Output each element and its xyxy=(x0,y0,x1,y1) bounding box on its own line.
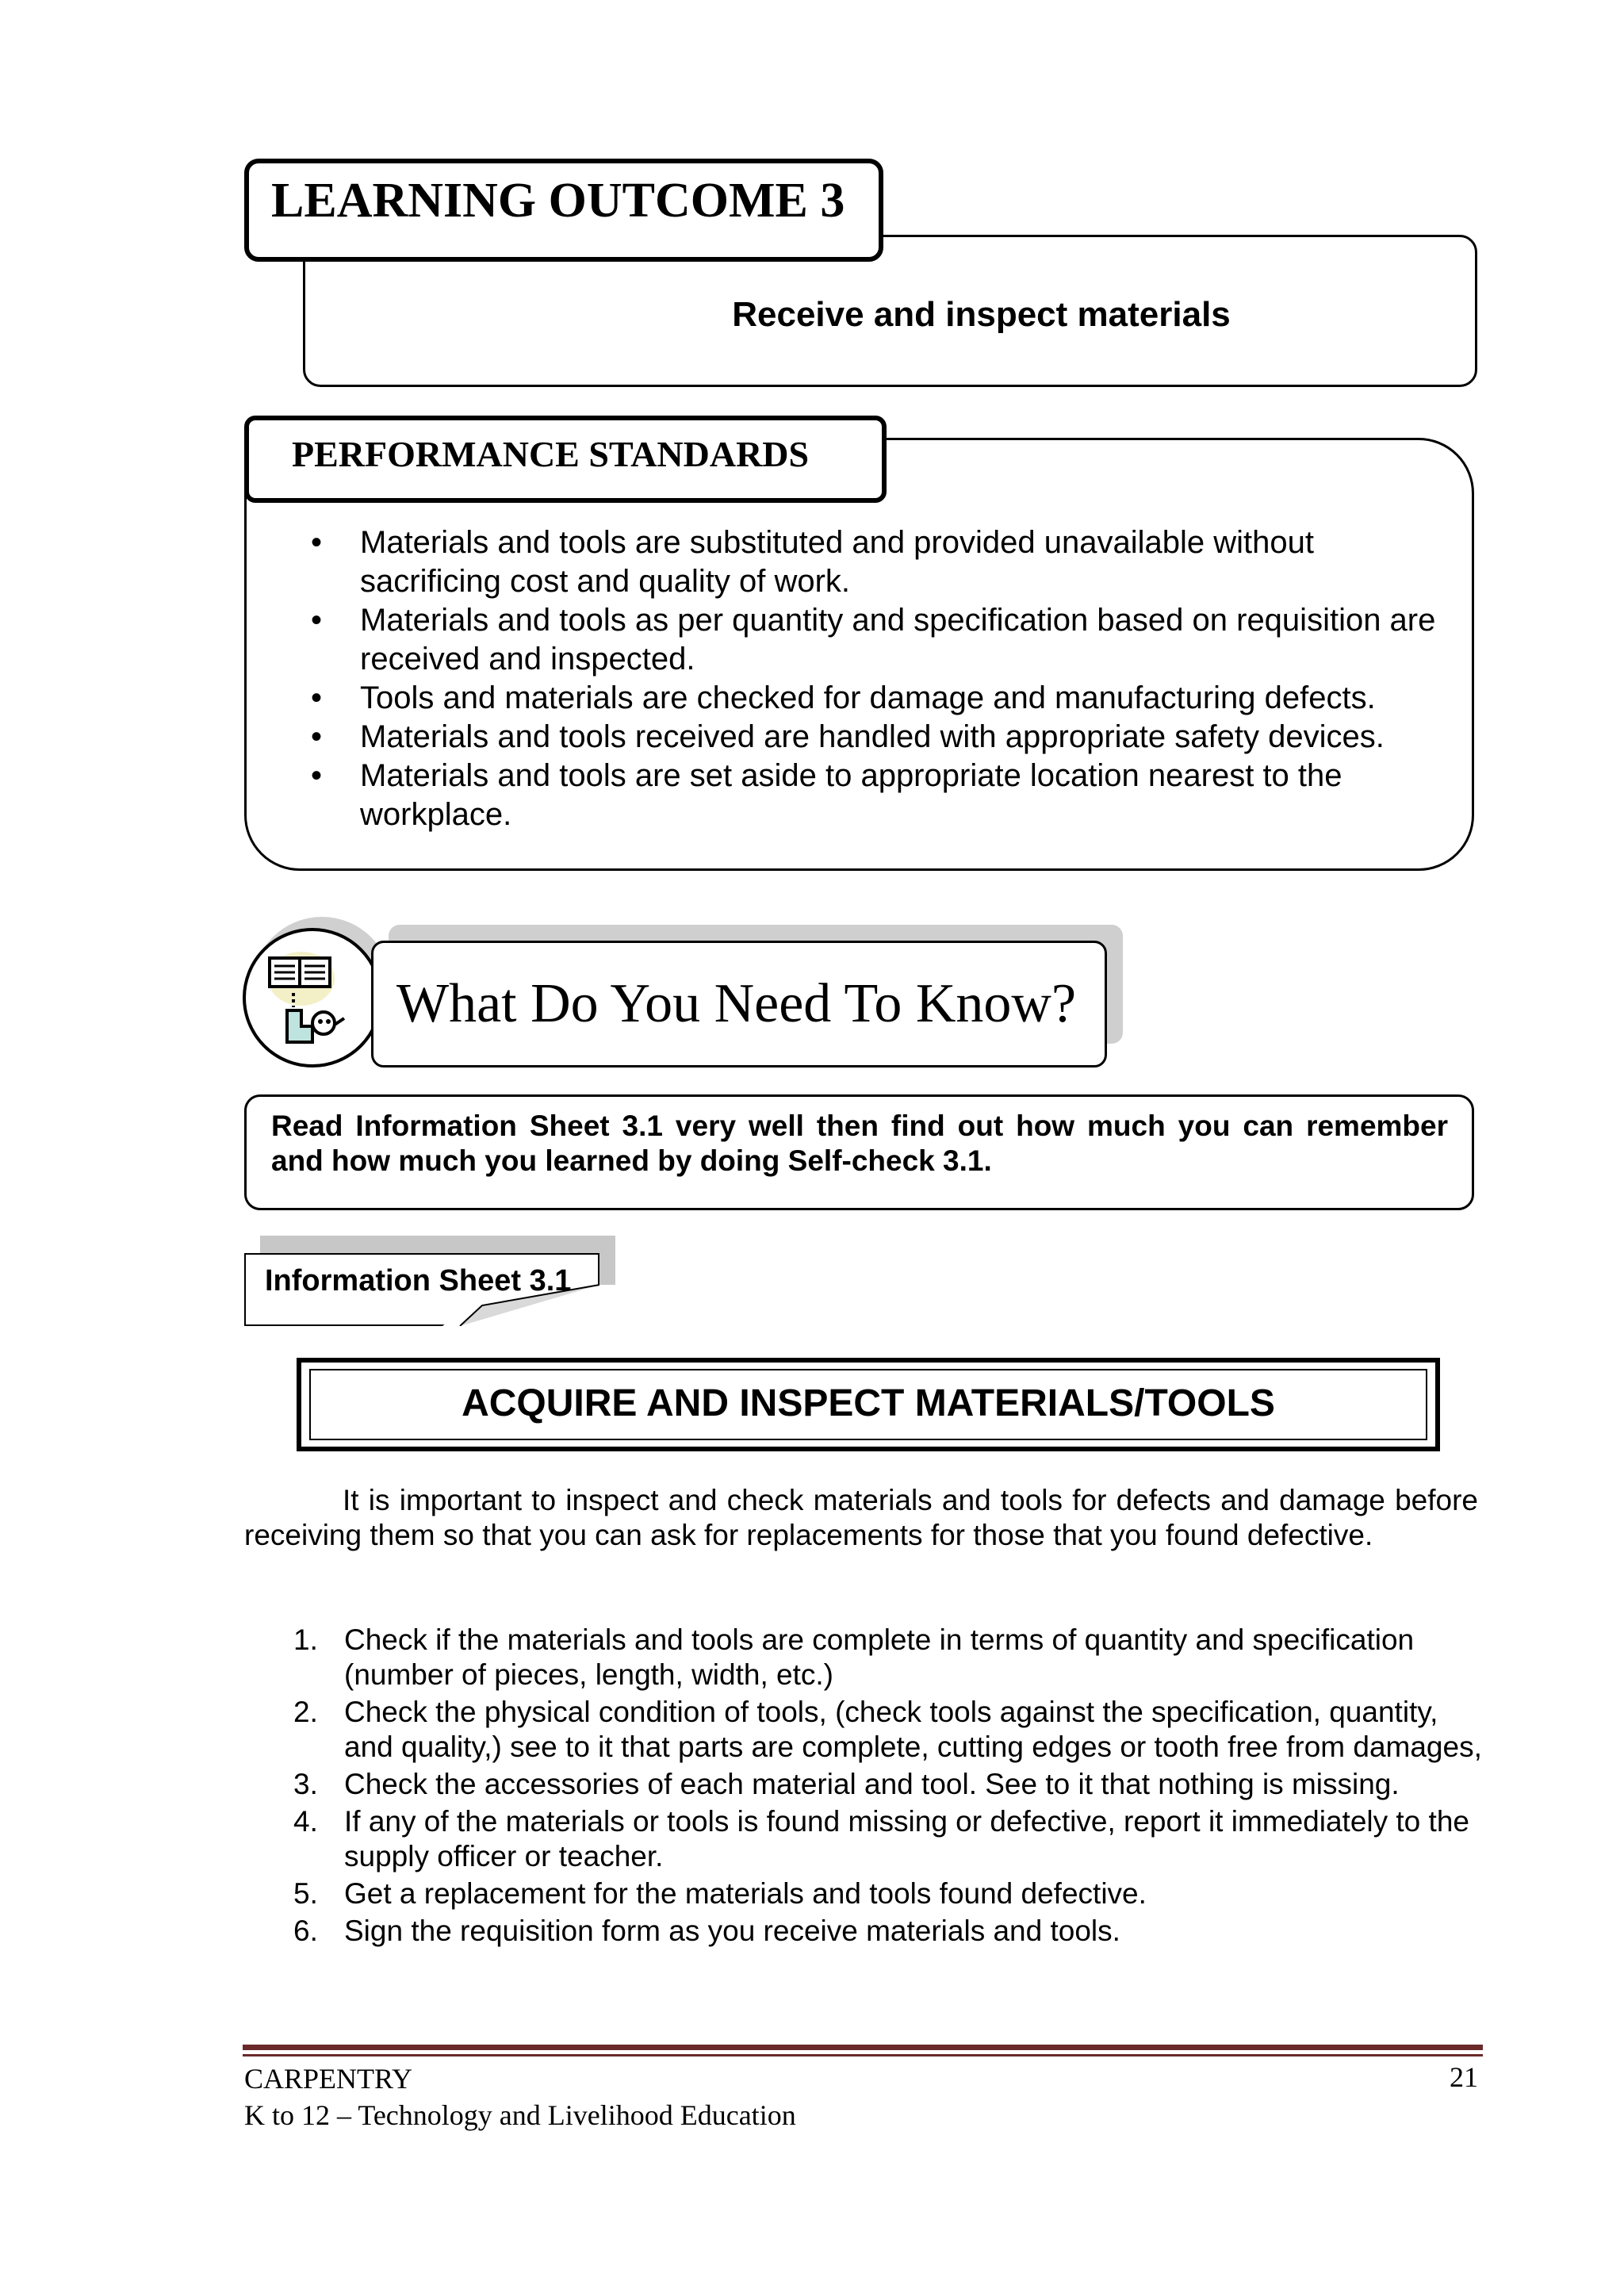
list-item: 1. Check if the materials and tools are complete in terms of quantity and specification (number of pieces, length, width, etc.) xyxy=(293,1623,1415,1691)
steps-list xyxy=(293,1623,1483,1951)
book-reader-icon xyxy=(243,928,382,1068)
footer-program: K to 12 – Technology and Livelihood Education xyxy=(244,2099,796,2131)
intro-paragraph: It is important to inspect and check materials and tools for defects and damage before receiving them so that you can ask for replacements for those that you found defective. xyxy=(244,1484,1478,1551)
list-item: • Materials and tools received are handled with appropriate safety devices. xyxy=(311,718,1453,757)
footer-text xyxy=(244,2060,796,2133)
need-to-know-title: What Do You Need To Know? xyxy=(396,973,1077,1034)
list-item: • Materials and tools as per quantity and specification based on requisition are received and inspected. xyxy=(311,603,1436,677)
list-item: • Materials and tools are substituted and provided unavailable without sacrificing cost and quality of work. xyxy=(311,525,1314,599)
list-item: • Materials and tools are set aside to appropriate location nearest to the workplace. xyxy=(311,758,1342,832)
list-item: 3. Check the accessories of each material and tool. See to it that nothing is missing. xyxy=(293,1768,1400,1800)
learning-outcome-subtitle: Receive and inspect materials xyxy=(732,295,1231,334)
list-item: 2. Check the physical condition of tools, (check tools against the specification, quantity, and quality,) see to it that parts are complete, cutting edges or tooth free from damages, xyxy=(293,1696,1482,1763)
footer-rule-thin xyxy=(243,2054,1483,2056)
bullet-icon: • xyxy=(311,603,323,638)
footer-subject: CARPENTRY xyxy=(244,2063,413,2095)
list-item: 5. Get a replacement for the materials and tools found defective. xyxy=(293,1877,1147,1910)
bullet-icon: • xyxy=(311,758,323,793)
list-item: 6. Sign the requisition form as you receive materials and tools. xyxy=(293,1915,1120,1947)
bullet-icon: • xyxy=(311,525,323,560)
performance-standards-title: PERFORMANCE STANDARDS xyxy=(292,434,810,474)
list-item: 4. If any of the materials or tools is found missing or defective, report it immediately to the supply officer or teacher. xyxy=(293,1805,1469,1872)
bullet-icon: • xyxy=(311,719,323,754)
list-item: • Tools and materials are checked for damage and manufacturing defects. xyxy=(311,679,1453,718)
info-sheet-label: Information Sheet 3.1 xyxy=(265,1264,572,1297)
bullet-icon: • xyxy=(311,680,323,715)
performance-standards-list xyxy=(311,523,1453,834)
learning-outcome-title: LEARNING OUTCOME 3 xyxy=(271,174,845,228)
footer-rule xyxy=(243,2045,1483,2050)
section-heading: ACQUIRE AND INSPECT MATERIALS/TOOLS xyxy=(462,1382,1275,1424)
page-number: 21 xyxy=(1450,2061,1478,2093)
instruction-text: Read Information Sheet 3.1 very well then find out how much you can remember and how much you learned by doing Self-check 3.1. xyxy=(271,1110,1448,1177)
